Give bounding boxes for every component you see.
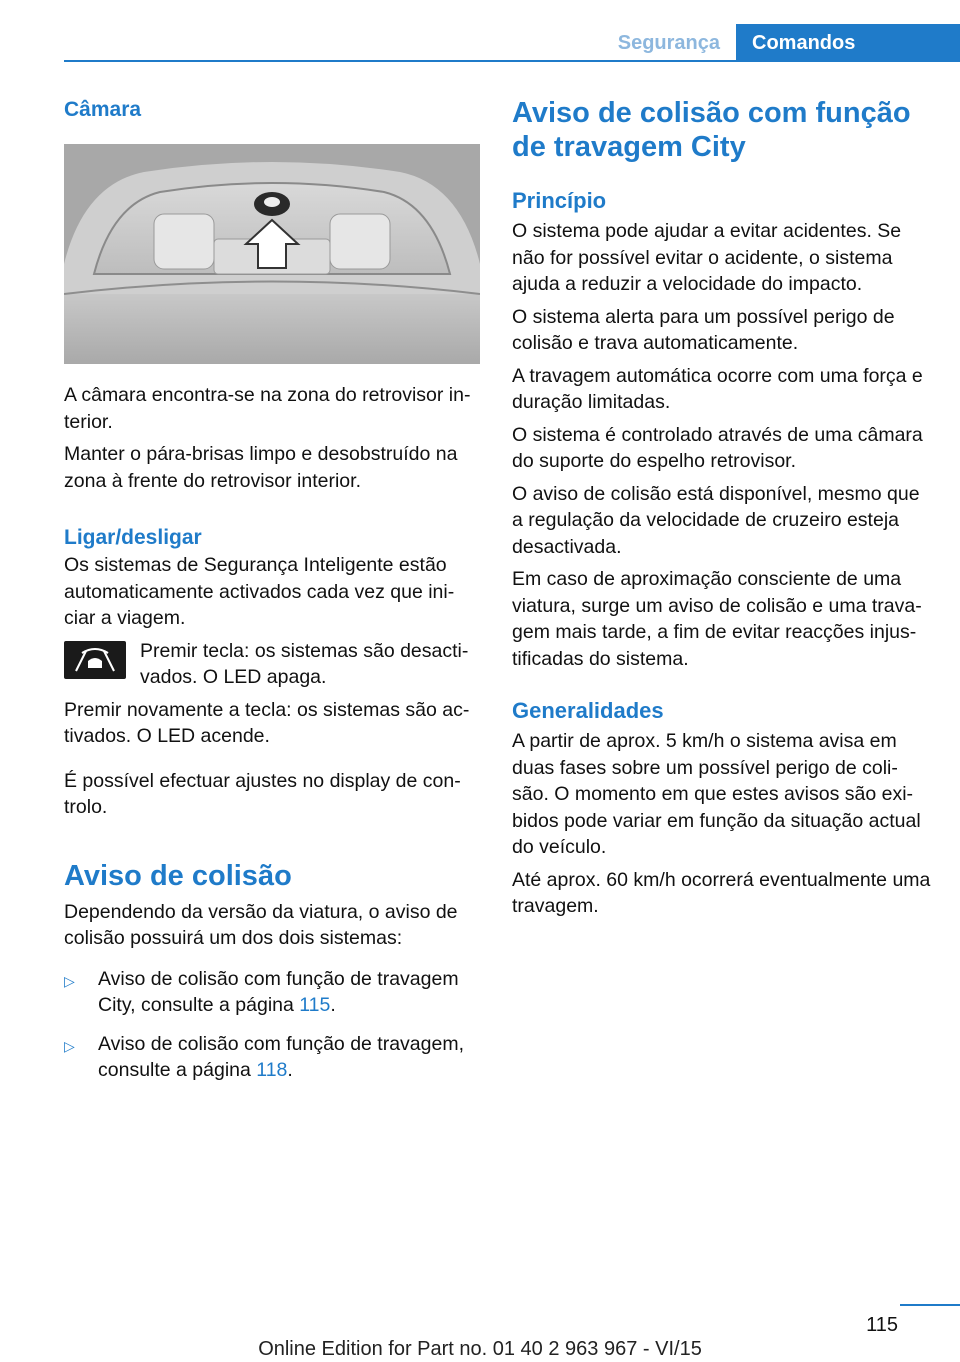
general-heading: Generalidades (512, 698, 664, 723)
onoff-paragraph-3: É possível efectuar ajustes no display de con- trolo. (64, 769, 461, 818)
triangle-right-icon: ▷ (64, 972, 75, 989)
page-link-118[interactable]: 118 (256, 1059, 288, 1081)
principle-heading: Princípio (512, 188, 607, 213)
systems-list (64, 966, 480, 1084)
right-column (512, 96, 932, 926)
list-item-text: Aviso de colisão com função de travagem, consulte a página 118. (98, 1032, 465, 1081)
list-item (64, 1031, 480, 1084)
collision-paragraph-1: Dependendo da versão da viatura, o aviso de colisão possuirá um dos dois sistemas: (64, 900, 458, 949)
page-link-115[interactable]: 115 (299, 994, 331, 1016)
city-braking-heading: Aviso de colisão com função de travagem City (512, 97, 911, 163)
camera-paragraph-1: A câmara encontra-se na zona do retrovisor in- terior. (64, 384, 471, 433)
principle-paragraph-5: O aviso de colisão está disponível, mesmo que a regulação da velocidade de cruzeiro esteja desactivada. (512, 482, 920, 558)
header-rule (64, 60, 960, 62)
collision-warning-button-icon (64, 641, 126, 679)
onoff-paragraph-1: Os sistemas de Segurança Inteligente estão automaticamente activados cada vez que ini- ciar a viagem. (64, 554, 455, 629)
principle-paragraph-4: O sistema é controlado através de uma câmara do suporte do espelho retrovisor. (512, 423, 923, 472)
principle-paragraph-6: Em caso de aproximação consciente de uma viatura, surge um aviso de colisão e uma trava- gem mais tarde, a fim de evitar reacções injus- tificadas do sistema. (512, 568, 922, 670)
general-paragraph-2: Até aprox. 60 km/h ocorrerá eventualmente uma travagem. (512, 868, 931, 917)
camera-illustration (64, 144, 480, 364)
principle-paragraph-2: O sistema alerta para um possível perigo de colisão e trava automaticamente. (512, 305, 895, 354)
principle-paragraph-1: O sistema pode ajudar a evitar acidentes. Se não for possível evitar o acidente, o sistema ajuda a reduzir a velocidade do impacto. (512, 220, 902, 295)
button-instruction-text: Premir tecla: os sistemas são desacti- vados. O LED apaga. (140, 639, 469, 688)
header-chapter-tab[interactable]: Comandos (736, 24, 960, 62)
list-item (64, 966, 480, 1019)
left-column (64, 96, 480, 1096)
triangle-right-icon: ▷ (64, 1037, 75, 1054)
edition-footer: Online Edition for Part no. 01 40 2 963 967 - VI/15 (258, 1338, 702, 1360)
button-instruction (64, 638, 480, 691)
list-item-text: Aviso de colisão com função de travagem City, consulte a página 115. (98, 967, 459, 1016)
camera-heading: Câmara (64, 98, 142, 121)
header-section-tab[interactable]: Segurança (617, 32, 720, 54)
footer-rule (900, 1304, 960, 1306)
onoff-heading: Ligar/desligar (64, 526, 202, 549)
page-number: 115 (866, 1314, 898, 1336)
onoff-paragraph-2: Premir novamente a tecla: os sistemas são ac- tivados. O LED acende. (64, 698, 470, 747)
camera-paragraph-2: Manter o pára-brisas limpo e desobstruído na zona à frente do retrovisor interior. (64, 443, 458, 492)
general-paragraph-1: A partir de aprox. 5 km/h o sistema avisa em duas fases sobre um possível perigo de coli- são. O momento em que estes avisos são exi- bidos pode variar em função da situação actual do veículo. (512, 730, 921, 858)
collision-heading: Aviso de colisão (64, 859, 292, 892)
principle-paragraph-3: A travagem automática ocorre com uma força e duração limitadas. (512, 364, 923, 413)
